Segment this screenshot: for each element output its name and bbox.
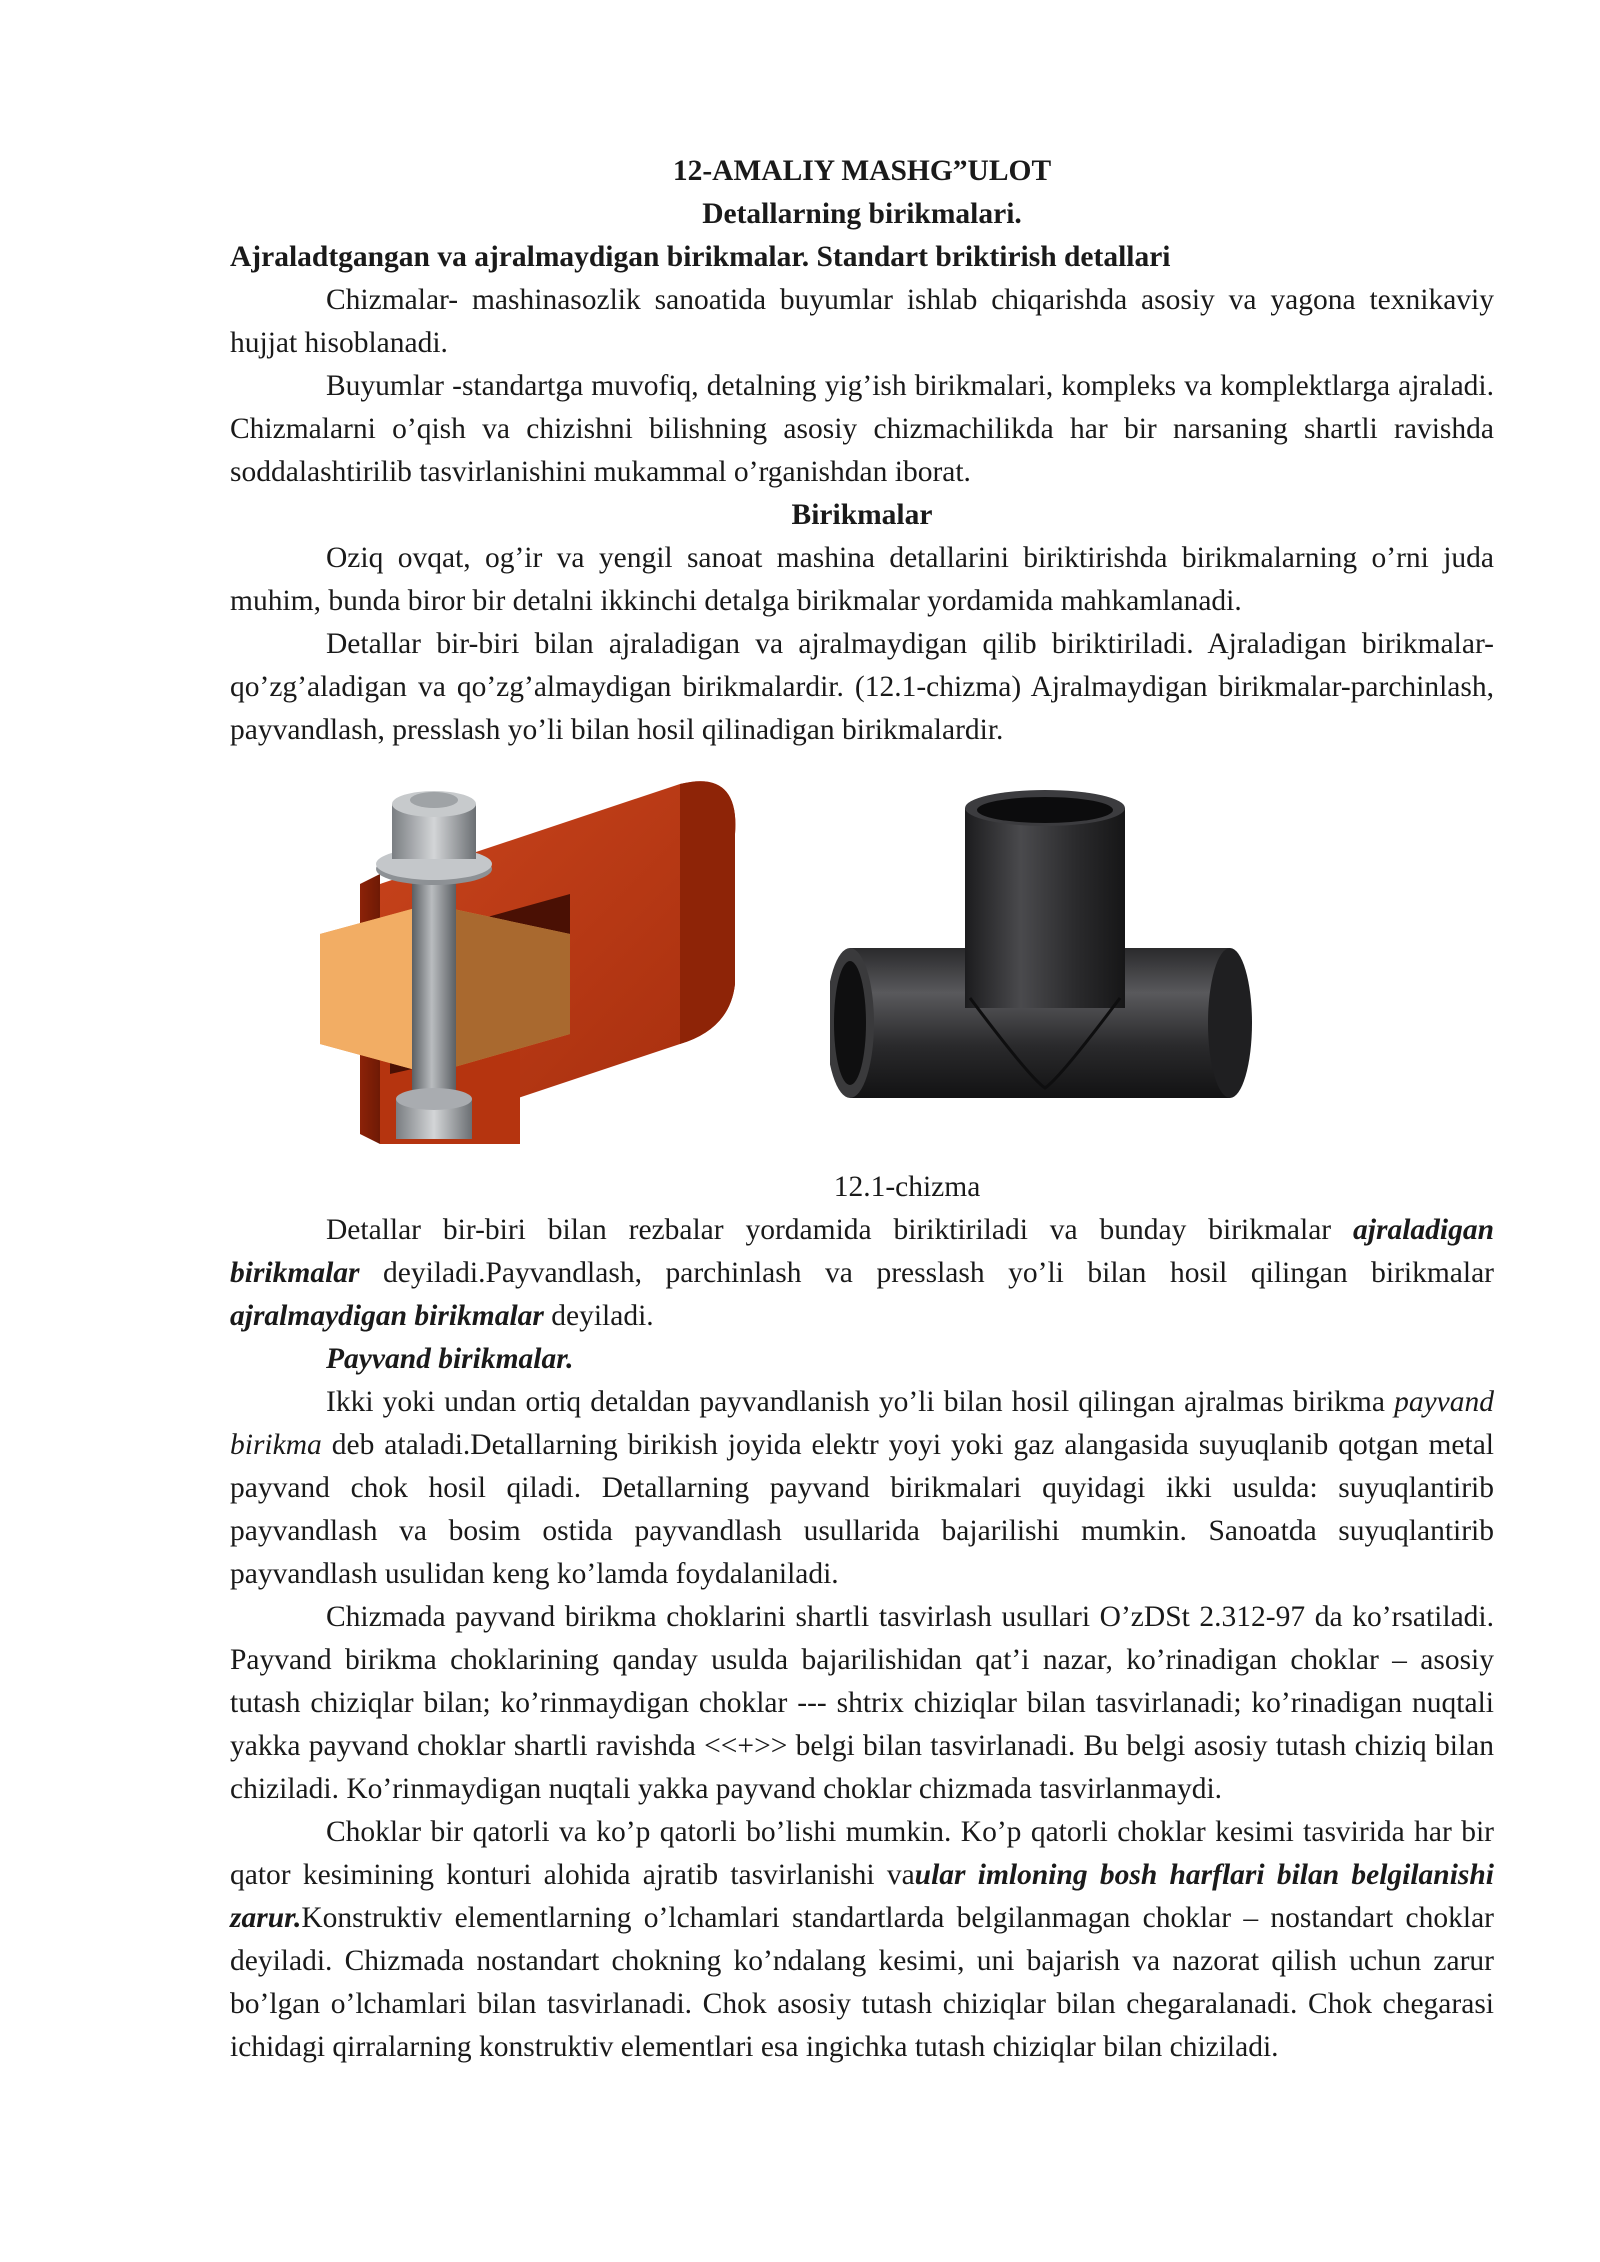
birikmalar-paragraph-1: Oziq ovqat, og’ir va yengil sanoat mashina detallarini biriktirishda birikmalarning o’rni juda muhim, bunda biror bir detalni ikkinchi detalga birikmalar yordamida mahkamlanadi.	[230, 542, 1494, 617]
text-run: Detallar bir-biri bilan rezbalar yordamida biriktiriladi va bunday birikmalar	[326, 1214, 1354, 1246]
figure-caption: 12.1-chizma	[833, 1171, 981, 1203]
page-title: 12-AMALIY MASHG”ULOT	[672, 155, 1052, 187]
after-figure-paragraph	[230, 1209, 1494, 1338]
term-ajralmaydigan: ajralmaydigan birikmalar	[230, 1300, 544, 1332]
text-run: deyiladi.Payvandlash, parchinlash va presslash yo’li bilan hosil qilingan birikmalar	[359, 1257, 1494, 1289]
intro-paragraph-2: Buyumlar -standartga muvofiq, detalning yig’ish birikmalari, kompleks va komplektlarga ajraladi. Chizmalarni o’qish va chizishni bilishning asosiy chizmachilikda har bir narsaning shartli ravishda soddalashtirilib tasvirlanishini mukammal o’rganishdan iborat.	[230, 370, 1494, 488]
page-subtitle: Detallarning birikmalari.	[702, 198, 1022, 230]
topic-heading: Ajraladtgangan va ajralmaydigan birikmalar. Standart briktirish detallari	[230, 241, 1171, 273]
payvand-paragraph-2: Chizmada payvand birikma choklarini shartli tasvirlash usullari O’zDSt 2.312-97 da ko’rsatiladi. Payvand birikma choklarining qanday usulda bajarilishidan qat’i nazar, ko’rinadigan choklar – asosiy tutash chiziqlar bilan; ko’rinmaydigan choklar --- shtrix chiziqlar bilan tasvirlanadi; ko’rinadigan nuqtali yakka payvand choklar shartli ravishda <<+>> belgi bilan tasvirlanadi. Bu belgi asosiy tutash chiziq bilan chiziladi. Ko’rinmaydigan nuqtali yakka payvand choklar chizmada tasvirlanmaydi.	[230, 1601, 1494, 1805]
figure-12-1	[230, 774, 1494, 1154]
text-run: Ikki yoki undan ortiq detaldan payvandlanish yo’li bilan hosil qilingan ajralmas birikma	[326, 1386, 1395, 1418]
text-run: Konstruktiv elementlarning o’lchamlari standartlarda belgilanmagan choklar – nostandart choklar deyiladi. Chizmada nostandart chokning ko’ndalang kesimi, uni bajarish va nazorat qilish uchun zarur bo’lgan o’lchamlari bilan tasvirlanadi. Chok asosiy tutash chiziqlar bilan chegaralanadi. Chok chegarasi ichidagi qirralarning konstruktiv elementlari esa ingichka tutash chiziqlar bilan chiziladi.	[230, 1902, 1494, 2063]
term-ajraladigan: ajraladigan birikmalar	[230, 1214, 1494, 1289]
section-heading-payvand: Payvand birikmalar.	[326, 1343, 574, 1375]
document-page	[230, 150, 1494, 2069]
bolt-joint-illustration	[320, 774, 820, 1144]
section-heading-birikmalar: Birikmalar	[791, 499, 933, 531]
text-run: deb ataladi.Detallarning birikish joyida elektr yoyi yoki gaz alangasida suyuqlanib qotgan metal payvand chok hosil qiladi. Detallarning payvand birikmalari quyidagi ikki usulda: suyuqlantirib payvandlash va bosim ostida payvandlash usullarida bajarilishi mumkin. Sanoatda suyuqlantirib payvandlash usulidan keng ko’lamda foydalaniladi.	[230, 1429, 1494, 1590]
payvand-paragraph-3	[230, 1811, 1494, 2069]
term-payvand-birikma: payvand birikma	[230, 1386, 1494, 1461]
pipe-tee-illustration	[830, 788, 1260, 1118]
payvand-paragraph-1	[230, 1381, 1494, 1596]
birikmalar-paragraph-2: Detallar bir-biri bilan ajraladigan va ajralmaydigan qilib biriktiriladi. Ajraladigan birikmalar-qo’zg’aladigan va qo’zg’almaydigan birikmalardir. (12.1-chizma) Ajralmaydigan birikmalar-parchinlash, payvandlash, presslash yo’li bilan hosil qilinadigan birikmalardir.	[230, 628, 1494, 746]
text-run: deyiladi.	[543, 1300, 654, 1332]
emphasis-run: ular imloning bosh harflari bilan belgilanishi zarur.	[230, 1859, 1494, 1934]
intro-paragraph-1: Chizmalar- mashinasozlik sanoatida buyumlar ishlab chiqarishda asosiy va yagona texnikaviy hujjat hisoblanadi.	[230, 284, 1494, 359]
text-run: Choklar bir qatorli va ko’p qatorli bo’lishi mumkin. Ko’p qatorli choklar kesimi tasvirida har bir qator kesimining konturi alohida ajratib tasvirlanishi va	[230, 1816, 1494, 1891]
